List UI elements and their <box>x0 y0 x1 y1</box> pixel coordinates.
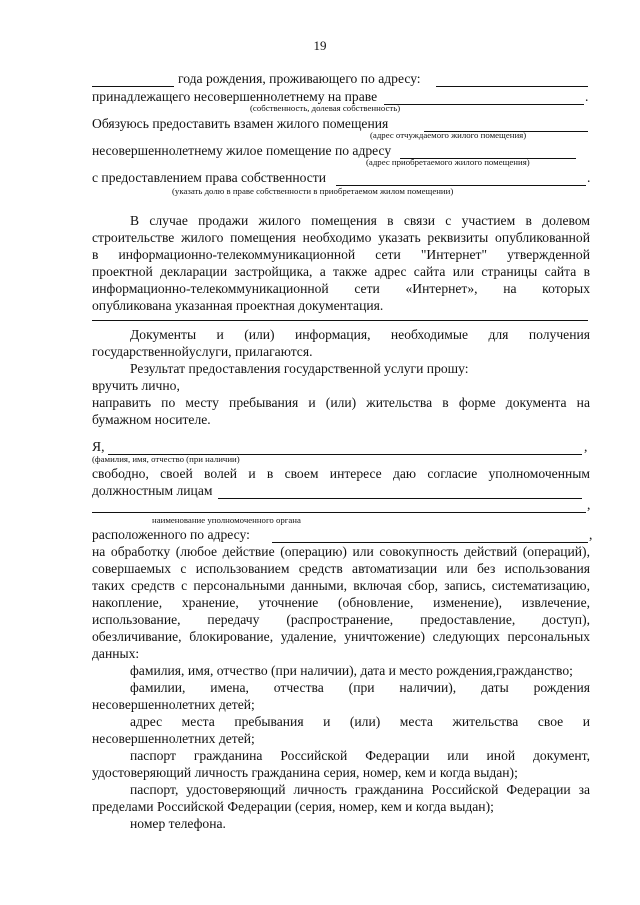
data-item-address-1: адрес места пребывания и (или) места жительства свое и <box>130 714 590 729</box>
data-item-passport-1: паспорт гражданина Российской Федерации или иной документ, <box>130 748 590 763</box>
residence-address-field[interactable] <box>436 86 588 87</box>
sale-text-1: В случае продажи жилого помещения в связи с участием в долевом <box>130 213 590 228</box>
consent-text-1: свободно, своей волей и в своем интересе даю согласие уполномоченным <box>92 466 590 481</box>
processing-text-1: на обработку (любое действие (операцию) или совокупность действий (операций), <box>92 544 590 559</box>
organ-address-label: расположенного по адресу: <box>92 527 250 542</box>
new-property-label: несовершеннолетнему жилое помещение по адресу <box>92 143 392 158</box>
docs-text-1: Документы и (или) информация, необходимые для получения <box>130 327 590 342</box>
data-item-foreign-passport-1: паспорт, удостоверяющий личность гражданина Российской Федерации за <box>130 782 590 797</box>
processing-text-6: обезличивание, блокирование, удаление, уничтожение) следующих персональных <box>92 629 590 644</box>
processing-text-5: использование, передачу (распространение, предоставление, доступ), <box>92 612 590 627</box>
processing-text-7: данных: <box>92 646 140 661</box>
right-type-field[interactable] <box>384 104 584 105</box>
consent-ya-end: , <box>584 439 588 454</box>
processing-text-3: таких средств с персональными данными, включая сбор, запись, систематизацию, <box>92 578 590 593</box>
ownership-hint: (указать долю в праве собственности в приобретаемом жилом помещении) <box>172 186 454 196</box>
organ-hint: наименование уполномоченного органа <box>152 515 301 525</box>
full-name-hint: (фамилия, имя, отчество (при наличии) <box>92 454 240 464</box>
organ-name-field[interactable] <box>92 512 586 513</box>
birth-year-field[interactable] <box>92 86 174 87</box>
docs-text-2: государственнойуслуги, прилагаются. <box>92 344 313 359</box>
data-item-children-1: фамилии, имена, отчества (при наличии), даты рождения <box>130 680 590 695</box>
page-number: 19 <box>313 38 327 53</box>
sale-text-4: проектной декларации застройщика, а также адрес сайта или страницы сайта в <box>92 264 590 279</box>
data-item-children-2: несовершеннолетних детей; <box>92 697 255 712</box>
sale-text-6: опубликована указанная проектная документация. <box>92 298 384 313</box>
sale-text-2: строительстве жилого помещения необходимо указать реквизиты опубликованной <box>92 230 590 245</box>
ownership-end: . <box>587 170 591 185</box>
processing-text-4: накопление, хранение, уточнение (обновление, изменение), извлечение, <box>92 595 590 610</box>
new-property-hint: (адрес приобретаемого жилого помещения) <box>366 157 530 167</box>
result-text-1: Результат предоставления государственной услуги прошу: <box>130 361 469 376</box>
result-option-mail-2: бумажном носителе. <box>92 412 211 427</box>
data-item-phone: номер телефона. <box>130 816 226 831</box>
replace-label: Обязуюсь предоставить взамен жилого помещения <box>92 116 389 131</box>
sale-text-5: информационно-телекоммуникационной сети «Интернет», на которых <box>92 281 590 296</box>
data-item-name: фамилия, имя, отчество (при наличии), дата и место рождения,гражданство; <box>130 663 573 678</box>
ownership-label: с предоставлением права собственности <box>92 170 327 185</box>
data-item-passport-2: удостоверяющий личность гражданина серия, номер, кем и когда выдан); <box>92 765 518 780</box>
officials-field[interactable] <box>218 498 582 499</box>
sale-text-3: в информационно-телекоммуникационной сети "Интернет" утвержденной <box>92 247 590 262</box>
result-option-personal[interactable]: вручить лично, <box>92 378 180 393</box>
processing-text-2: совершаемых с использованием средств автоматизации или без использования <box>92 561 590 576</box>
consent-officials-label: должностным лицам <box>92 483 213 498</box>
birth-address-label: года рождения, проживающего по адресу: <box>178 71 421 86</box>
right-end: . <box>585 89 589 104</box>
data-item-address-2: несовершеннолетних детей; <box>92 731 255 746</box>
consent-ya: Я, <box>92 439 105 454</box>
data-item-foreign-passport-2: пределами Российской Федерации (серия, номер, кем и когда выдан); <box>92 799 494 814</box>
result-option-mail[interactable]: направить по месту пребывания и (или) жительства в форме документа на <box>92 395 590 410</box>
sold-property-hint: (адрес отчуждаемого жилого помещения) <box>370 130 527 140</box>
right-label: принадлежащего несовершеннолетнему на праве <box>92 89 378 104</box>
organ-comma: , <box>587 497 591 512</box>
project-declaration-field[interactable] <box>92 320 588 321</box>
right-hint: (собственность, долевая собственность) <box>250 103 401 113</box>
organ-address-end: , <box>589 527 593 542</box>
